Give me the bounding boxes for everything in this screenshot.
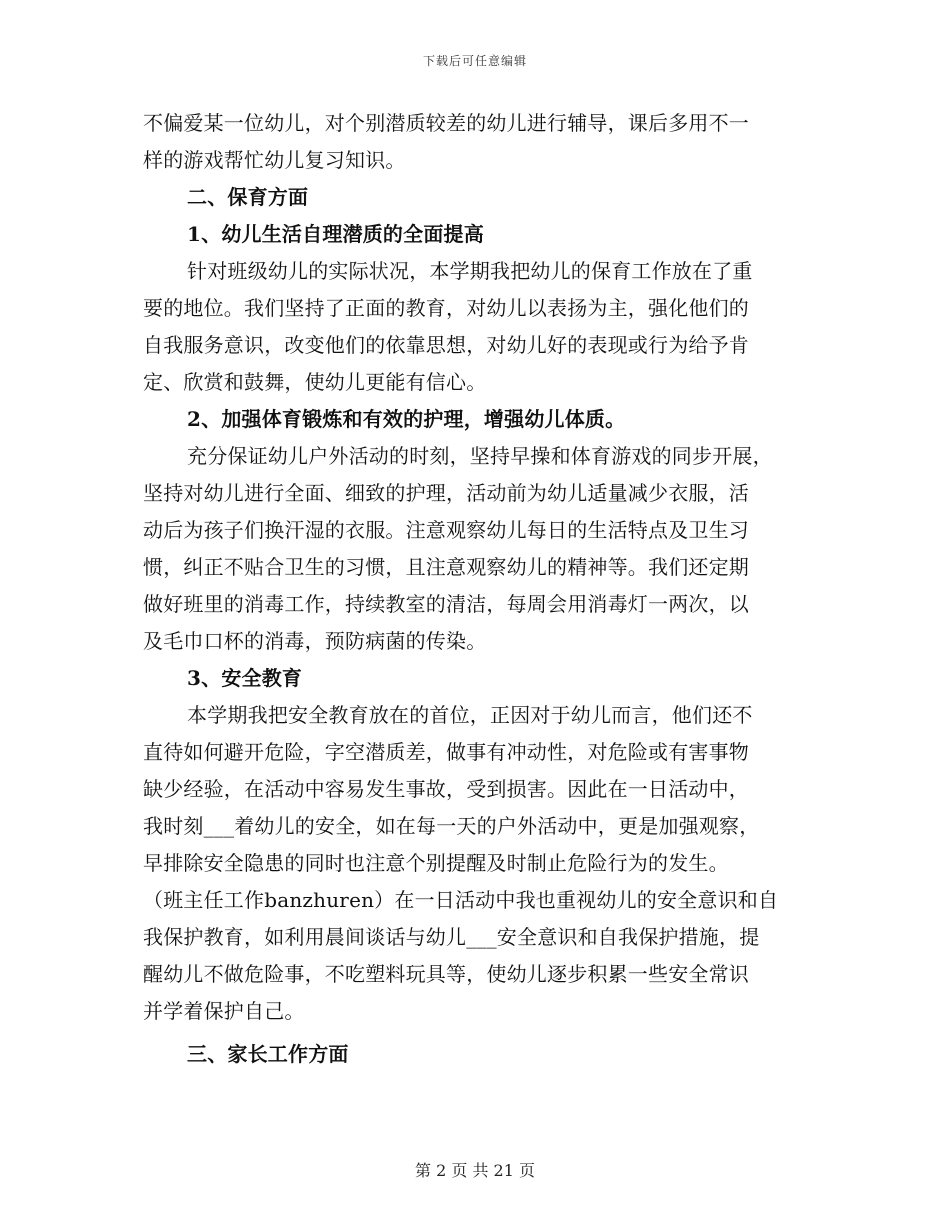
paragraph-line: 自我服务意识，改变他们的依靠思想，对幼儿好的表现或行为给予肯 (143, 333, 749, 357)
paragraph-line: （班主任工作banzhuren）在一日活动中我也重视幼儿的安全意识和自 (143, 888, 779, 912)
document-body (143, 105, 807, 1073)
paragraph-line: 直待如何避开危险，字空潜质差，做事有冲动性，对危险或有害事物 (143, 740, 749, 764)
section-heading: 1、幼儿生活自理潜质的全面提高 (187, 222, 484, 246)
paragraph-line: 惯，纠正不贴合卫生的习惯，且注意观察幼儿的精神等。我们还定期 (143, 555, 749, 579)
paragraph-line: 定、欣赏和鼓舞，使幼儿更能有信心。 (143, 370, 487, 394)
paragraph-line: 我时刻___着幼儿的安全，如在每一天的户外活动中，更是加强观察， (143, 814, 760, 838)
paragraph-line: 做好班里的消毒工作，持续教室的清洁，每周会用消毒灯一两次，以 (143, 592, 749, 616)
paragraph-line: 并学着保护自己。 (143, 999, 305, 1023)
page-number: 第 2 页 共 21 页 (415, 1161, 535, 1180)
paragraph-line: 不偏爱某一位幼儿，对个别潜质较差的幼儿进行辅导，课后多用不一 (143, 111, 749, 135)
paragraph-line: 本学期我把安全教育放在的首位，正因对于幼儿而言，他们还不 (187, 703, 753, 727)
paragraph-line: 充分保证幼儿户外活动的时刻，坚持早操和体育游戏的同步开展， (187, 444, 773, 468)
section-heading: 二、保育方面 (187, 185, 309, 209)
paragraph-line: 针对班级幼儿的实际状况，本学期我把幼儿的保育工作放在了重 (187, 259, 753, 283)
paragraph-line: 坚持对幼儿进行全面、细致的护理，活动前为幼儿适量减少衣服，活 (143, 481, 749, 505)
paragraph-line: 动后为孩子们换汗湿的衣服。注意观察幼儿每日的生活特点及卫生习 (143, 518, 749, 542)
paragraph-line: 缺少经验，在活动中容易发生事故，受到损害。因此在一日活动中， (143, 777, 749, 801)
page-header: 下载后可任意编辑 (422, 54, 527, 68)
paragraph-line: 样的游戏帮忙幼儿复习知识。 (143, 148, 406, 172)
section-heading: 2、加强体育锻炼和有效的护理，增强幼儿体质。 (187, 407, 626, 431)
paragraph-line: 我保护教育，如利用晨间谈话与幼儿___安全意识和自我保护措施，提 (143, 925, 760, 949)
section-heading: 3、安全教育 (187, 666, 303, 690)
paragraph-line: 早排除安全隐患的同时也注意个别提醒及时制止危险行为的发生。 (143, 851, 729, 875)
section-heading: 三、家长工作方面 (187, 1042, 349, 1066)
paragraph-line: 醒幼儿不做危险事，不吃塑料玩具等，使幼儿逐步积累一些安全常识 (143, 962, 749, 986)
paragraph-line: 要的地位。我们坚持了正面的教育，对幼儿以表扬为主，强化他们的 (143, 296, 749, 320)
paragraph-line: 及毛巾口杯的消毒，预防病菌的传染。 (143, 629, 487, 653)
